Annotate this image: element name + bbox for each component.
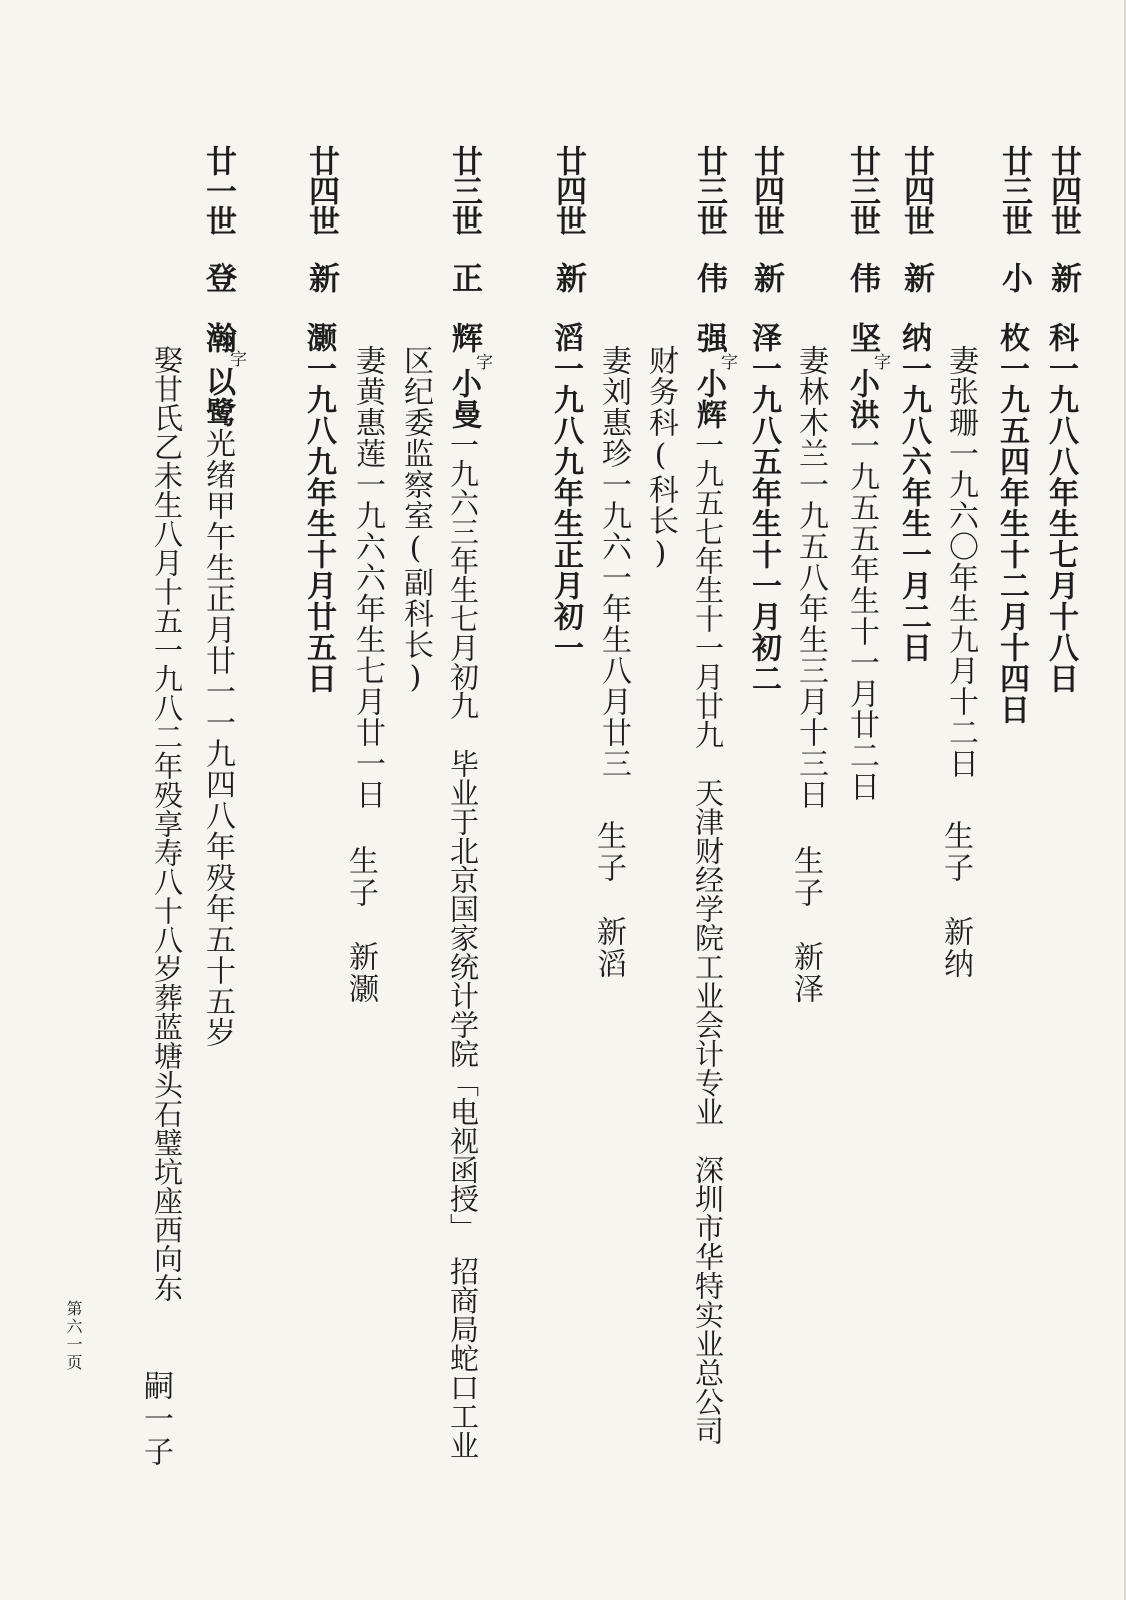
given-name-char: 登 [200, 262, 236, 293]
courtesy-name: 以鹭 [200, 366, 235, 428]
generation-label: 廿三世 [446, 145, 482, 235]
zi-label: 字 [721, 353, 738, 373]
generation-label: 廿一世 [200, 145, 236, 235]
entry-text: 枚一九五四年生十二月十四日 [994, 322, 1029, 725]
entry-text: 滔一九八九年生正月初一 [548, 322, 583, 663]
entry-continuation: 区纪委监察室(副科长) [398, 345, 433, 696]
entry-text: 一九五七年生十一月廿九 天津财经学院工业会计专业 深圳市华特实业总公司 [691, 430, 725, 1445]
entry-text: 一九六三年生七月初九 毕业于北京国家统计学院「电视函授」 招商局蛇口工业 [446, 430, 480, 1460]
given-name-char: 伟 [844, 262, 880, 293]
zi-label: 字 [874, 353, 891, 373]
generation-label: 廿四世 [898, 145, 934, 235]
spouse-text: 妻黄惠莲一九六六年生七月廿一日 [350, 345, 385, 810]
page-number: 第六一页 [64, 1300, 83, 1372]
generation-label: 廿四世 [550, 145, 586, 235]
generation-label: 廿四世 [1045, 145, 1081, 235]
generation-label: 廿三世 [996, 145, 1032, 235]
given-name-char: 新 [1045, 262, 1081, 293]
zi-label: 字 [476, 353, 493, 373]
given-name-char: 新 [898, 262, 934, 293]
generation-label: 廿四世 [748, 145, 784, 235]
given-name-char: 新 [303, 262, 339, 293]
given-name-char: 新 [748, 262, 784, 293]
courtesy-name: 小辉 [691, 368, 726, 430]
generation-label: 廿三世 [691, 145, 727, 235]
entry-continuation: 财务科(科长) [643, 345, 678, 572]
given-name-char: 新 [550, 262, 586, 293]
son-note: 生子 新滔 [591, 820, 626, 980]
zi-label: 字 [230, 350, 247, 370]
generation-label: 廿三世 [844, 145, 880, 235]
entry-text: 光绪甲午生正月廿一一九四八年殁年五十五岁 [200, 428, 235, 1048]
given-name-char: 正 [446, 262, 482, 293]
spouse-text: 妻刘惠珍一九六一年生八月廿三 [596, 345, 631, 779]
entry-text: 纳一九八六年生一月二日 [896, 322, 931, 663]
courtesy-name: 小洪 [844, 368, 879, 430]
son-note: 生子 新纳 [938, 820, 973, 980]
given-name-char: 强 [691, 322, 727, 353]
entry-text: 灏一九八九年生十月廿五日 [301, 322, 336, 694]
spouse-text: 妻张珊一九六〇年生九月十二日 [943, 345, 978, 779]
generation-label: 廿四世 [303, 145, 339, 235]
spouse-text: 妻林木兰一九五八年生三月十三日 [793, 345, 828, 810]
given-name-char: 瀚 [200, 322, 236, 353]
courtesy-name: 小曼 [446, 368, 481, 430]
son-note: 生子 新灏 [343, 845, 378, 1005]
given-name-char: 坚 [844, 322, 880, 353]
given-name-char: 辉 [446, 322, 482, 353]
entry-text: 一九五五年生十一月廿二日 [844, 430, 879, 802]
son-note: 生子 新泽 [788, 845, 823, 1005]
entry-text: 科一九八八年生七月十八日 [1043, 322, 1078, 694]
heir-note: 嗣一子 [138, 1370, 173, 1469]
given-name-char: 伟 [691, 262, 727, 293]
spouse-text: 娶甘氏乙未生八月十五一九八二年殁享寿八十八岁葬蓝塘头石璧坑座西向东 [150, 345, 184, 1302]
given-name-char: 小 [996, 262, 1032, 293]
entry-text: 泽一九八五年生十一月初二 [746, 322, 781, 694]
